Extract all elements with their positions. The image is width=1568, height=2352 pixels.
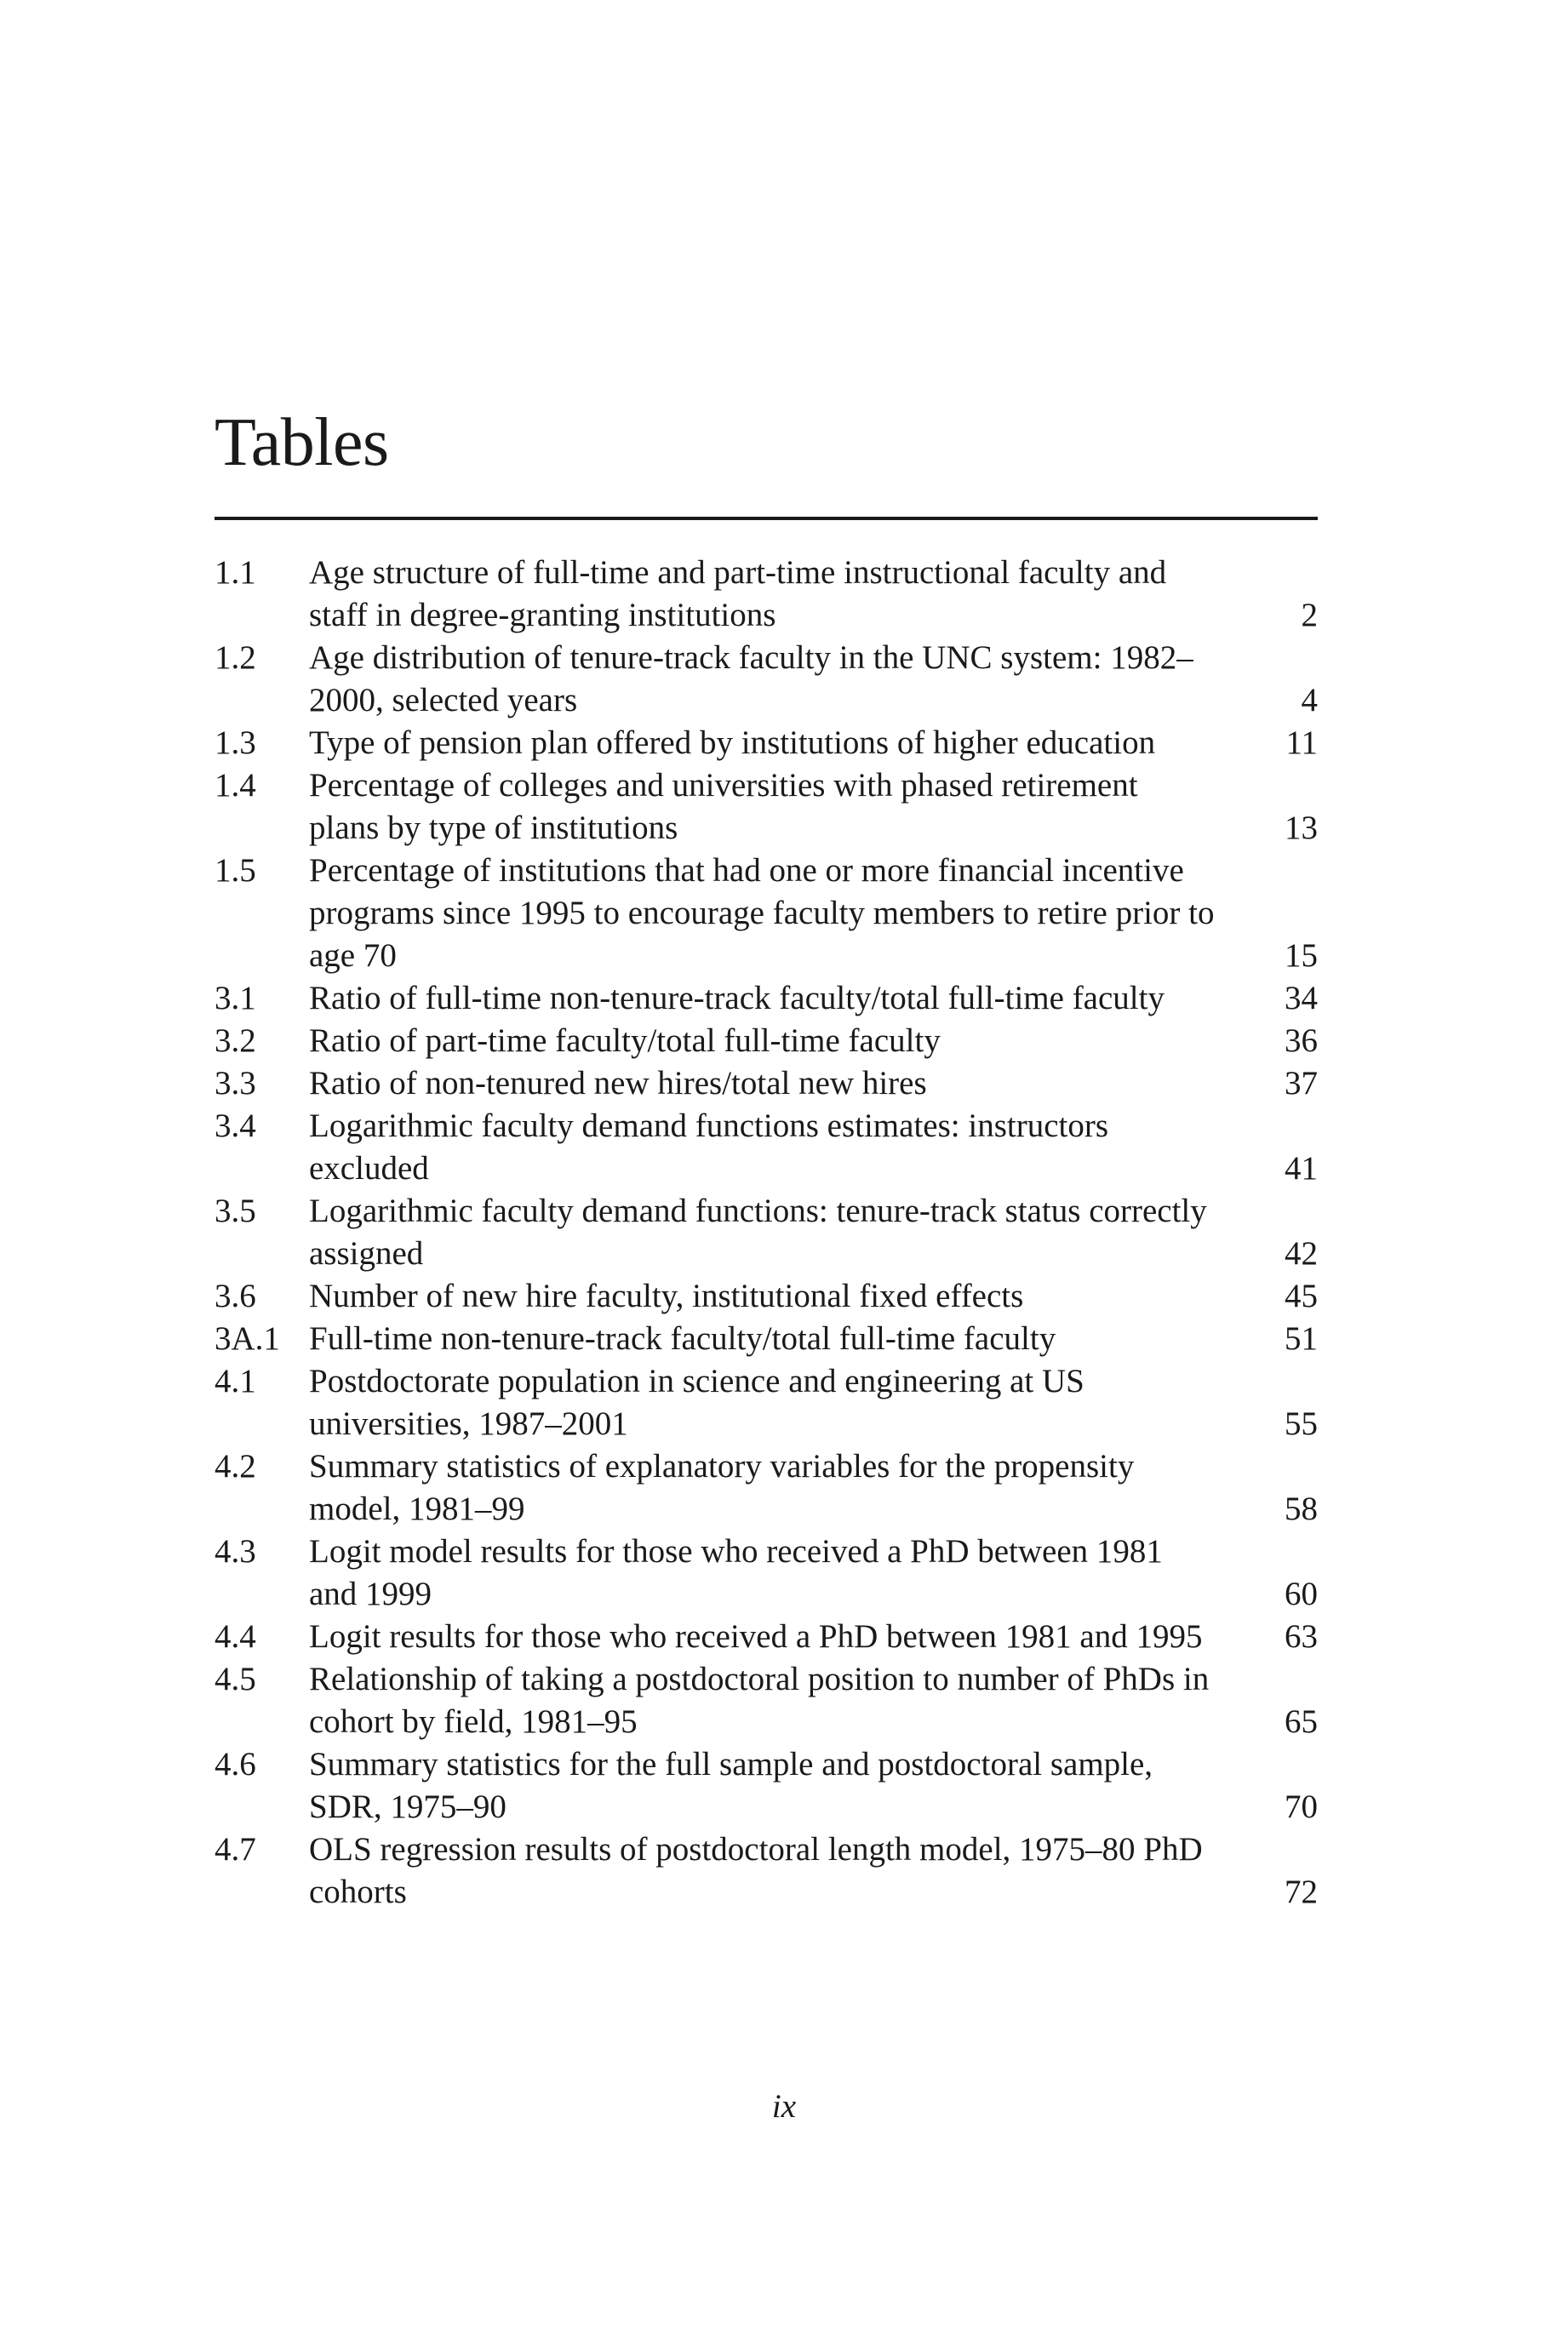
table-title: Logarithmic faculty demand functions estimates: instructors excluded xyxy=(309,1107,1109,1187)
table-title: OLS regression results of postdoctoral length model, 1975–80 PhD cohorts xyxy=(309,1831,1203,1910)
page-number: 55 xyxy=(1285,1405,1318,1442)
toc-entry[interactable] xyxy=(215,1275,1318,1318)
table-number: 3.1 xyxy=(215,980,256,1016)
toc-entry[interactable] xyxy=(215,1318,1318,1360)
toc-entry[interactable] xyxy=(215,637,1318,722)
table-number: 3.3 xyxy=(215,1065,256,1102)
table-number: 4.5 xyxy=(215,1661,256,1697)
table-title: Ratio of part-time faculty/total full-time faculty xyxy=(309,1022,941,1059)
toc-entry[interactable] xyxy=(215,764,1318,850)
folio-page-number: ix xyxy=(771,2088,797,2125)
table-number: 3.5 xyxy=(215,1193,256,1229)
table-number: 4.7 xyxy=(215,1831,256,1868)
page-number: 72 xyxy=(1285,1874,1318,1910)
table-title: Summary statistics of explanatory variables for the propensity model, 1981–99 xyxy=(309,1448,1135,1527)
table-number: 1.4 xyxy=(215,767,256,804)
table-number: 4.1 xyxy=(215,1363,256,1399)
toc-entry[interactable] xyxy=(215,1190,1318,1275)
list-of-tables xyxy=(215,552,1318,1914)
page-number: 13 xyxy=(1285,810,1318,846)
table-number: 4.2 xyxy=(215,1448,256,1485)
table-number: 3.4 xyxy=(215,1107,256,1144)
page-number: 2 xyxy=(1301,597,1318,633)
page-title: Tables xyxy=(215,405,389,480)
title-rule xyxy=(215,517,1318,520)
page-number: 36 xyxy=(1285,1022,1318,1059)
page-number: 63 xyxy=(1285,1618,1318,1655)
table-number: 1.3 xyxy=(215,724,256,761)
toc-entry[interactable] xyxy=(215,1360,1318,1445)
table-title: Logit results for those who received a PhD between 1981 and 1995 xyxy=(309,1618,1203,1655)
page-number: 58 xyxy=(1285,1491,1318,1527)
toc-entry[interactable] xyxy=(215,1616,1318,1658)
table-title: Logit model results for those who received a PhD between 1981 and 1999 xyxy=(309,1533,1163,1612)
page-number: 70 xyxy=(1285,1788,1318,1825)
table-title: Ratio of full-time non-tenure-track faculty/total full-time faculty xyxy=(309,980,1165,1016)
page-number: 34 xyxy=(1285,980,1318,1016)
table-title: Type of pension plan offered by institutions of higher education xyxy=(309,724,1156,761)
page-number: 42 xyxy=(1285,1235,1318,1272)
toc-entry[interactable] xyxy=(215,1828,1318,1914)
table-title: Percentage of institutions that had one or more financial incentive programs since 1995 to encourage faculty members to retire prior to age 70 xyxy=(309,852,1215,974)
table-number: 1.1 xyxy=(215,554,256,591)
table-title: Ratio of non-tenured new hires/total new hires xyxy=(309,1065,927,1102)
page-number: 51 xyxy=(1285,1320,1318,1357)
page-number: 4 xyxy=(1301,682,1318,718)
page-number: 60 xyxy=(1285,1576,1318,1612)
table-title: Full-time non-tenure-track faculty/total full-time faculty xyxy=(309,1320,1056,1357)
page-number: 65 xyxy=(1285,1703,1318,1740)
toc-entry[interactable] xyxy=(215,850,1318,977)
table-number: 1.5 xyxy=(215,852,256,889)
table-title: Relationship of taking a postdoctoral position to number of PhDs in cohort by field, 1981–95 xyxy=(309,1661,1210,1740)
toc-entry[interactable] xyxy=(215,1020,1318,1062)
page-number: 37 xyxy=(1285,1065,1318,1102)
table-number: 3.6 xyxy=(215,1278,256,1314)
page-number: 41 xyxy=(1285,1150,1318,1187)
table-title: Summary statistics for the full sample and postdoctoral sample, SDR, 1975–90 xyxy=(309,1746,1153,1825)
toc-entry[interactable] xyxy=(215,1743,1318,1828)
table-number: 4.4 xyxy=(215,1618,256,1655)
table-title: Age distribution of tenure-track faculty in the UNC system: 1982–2000, selected years xyxy=(309,639,1193,718)
toc-entry[interactable] xyxy=(215,977,1318,1020)
toc-entry[interactable] xyxy=(215,1105,1318,1190)
toc-entry[interactable] xyxy=(215,722,1318,764)
toc-entry[interactable] xyxy=(215,552,1318,637)
table-title: Age structure of full-time and part-time instructional faculty and staff in degree-granting institutions xyxy=(309,554,1167,633)
table-number: 1.2 xyxy=(215,639,256,676)
toc-entry[interactable] xyxy=(215,1658,1318,1743)
table-number: 3A.1 xyxy=(215,1320,280,1357)
table-title: Number of new hire faculty, institutional fixed effects xyxy=(309,1278,1024,1314)
table-title: Percentage of colleges and universities with phased retirement plans by type of institutions xyxy=(309,767,1138,846)
table-number: 3.2 xyxy=(215,1022,256,1059)
page-number: 45 xyxy=(1285,1278,1318,1314)
table-number: 4.3 xyxy=(215,1533,256,1570)
toc-entry[interactable] xyxy=(215,1062,1318,1105)
table-title: Postdoctorate population in science and engineering at US universities, 1987–2001 xyxy=(309,1363,1084,1442)
toc-entry[interactable] xyxy=(215,1531,1318,1616)
table-number: 4.6 xyxy=(215,1746,256,1783)
page-number: 15 xyxy=(1285,937,1318,974)
page-number: 11 xyxy=(1285,724,1318,761)
table-title: Logarithmic faculty demand functions: tenure-track status correctly assigned xyxy=(309,1193,1207,1272)
toc-entry[interactable] xyxy=(215,1445,1318,1531)
